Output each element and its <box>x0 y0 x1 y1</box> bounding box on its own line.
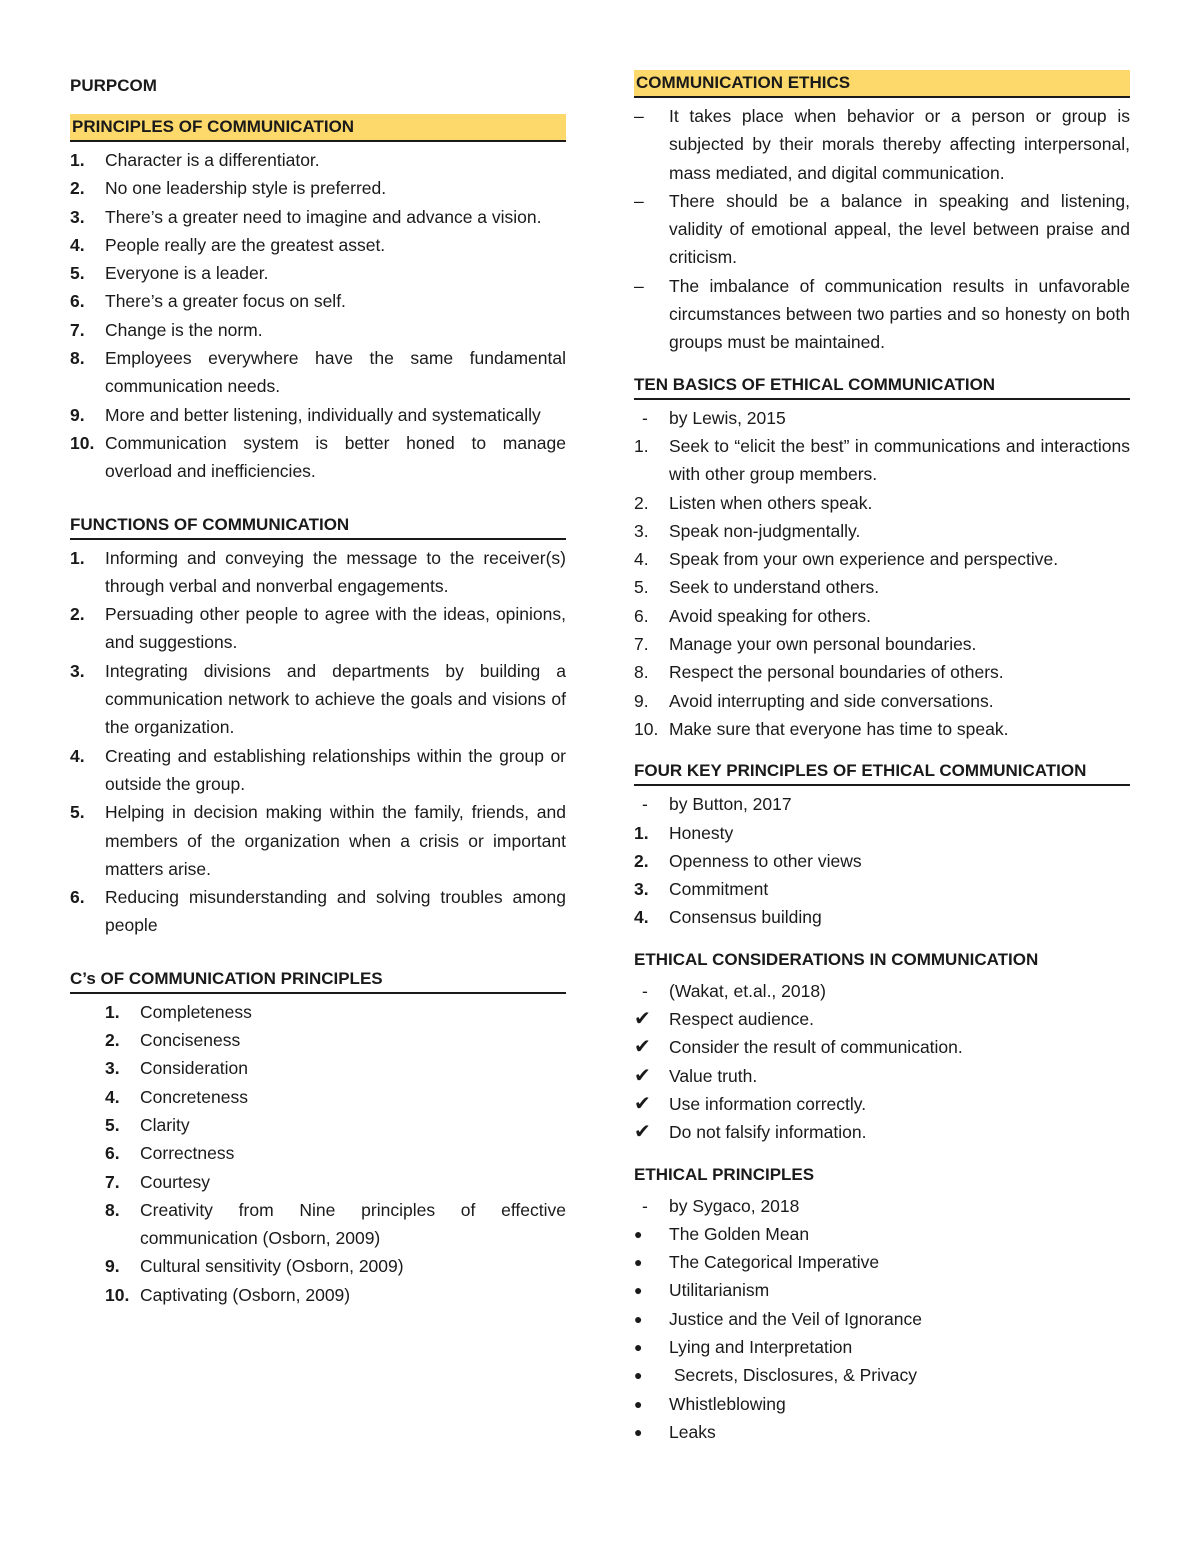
list-item: 3. There’s a greater need to imagine and advance a vision. <box>70 206 542 227</box>
list-item: ✔ Respect audience. <box>634 1005 1130 1033</box>
list-item: – The imbalance of communication results in unfavorable circumstances between two parties and so honesty on both groups must be maintained. <box>634 272 1130 357</box>
checkmark-icon: ✔ <box>634 1008 651 1031</box>
list-item: 5. Seek to understand others. <box>634 577 880 598</box>
list-item: 7. Manage your own personal boundaries. <box>634 634 977 655</box>
list-item: 6. Correctness <box>105 1143 235 1164</box>
cs-list <box>70 998 566 1309</box>
list-item: ● Leaks <box>634 1418 1130 1446</box>
bullet-icon: ● <box>634 1310 643 1327</box>
list-item: – It takes place when behavior or a person or group is subjected by their morals thereby affecting interpersonal, mass mediated, and digital communication. <box>634 102 1130 187</box>
list-item: 9. Cultural sensitivity (Osborn, 2009) <box>105 1256 404 1277</box>
document-title: PURPCOM <box>70 76 157 95</box>
principles-heading: PRINCIPLES OF COMMUNICATION <box>70 114 566 142</box>
ethical-principles-list <box>634 1220 1130 1446</box>
list-item: 7. Courtesy <box>105 1171 211 1192</box>
list-item: 6. There’s a greater focus on self. <box>70 291 346 312</box>
list-item: 2. Conciseness <box>105 1030 241 1051</box>
list-item: ✔ Value truth. <box>634 1062 1130 1090</box>
functions-heading: FUNCTIONS OF COMMUNICATION <box>70 512 566 540</box>
list-item: – There should be a balance in speaking and listening, validity of emotional appeal, the level between praise and criticism. <box>634 187 1130 272</box>
list-item: 9. Avoid interrupting and side conversations. <box>634 690 994 711</box>
list-item: 3. Consideration <box>105 1058 248 1079</box>
four-key-list <box>634 819 1130 932</box>
bullet-icon: ● <box>634 1395 643 1412</box>
list-item: 10. Communication system is better honed to manage overload and inefficiencies. <box>70 432 566 482</box>
checkmark-icon: ✔ <box>634 1121 651 1144</box>
list-item: ✔ Use information correctly. <box>634 1090 1130 1118</box>
list-item: ● Lying and Interpretation <box>634 1333 1130 1361</box>
list-item: 3. Integrating divisions and departments by building a communication network to achieve the goals and visions of the organization. <box>70 660 566 738</box>
bullet-icon: ● <box>634 1225 643 1242</box>
list-item: ● Secrets, Disclosures, & Privacy <box>634 1361 1130 1389</box>
list-item: 2. Openness to other views <box>634 850 862 871</box>
ten-basics-heading: TEN BASICS OF ETHICAL COMMUNICATION <box>634 372 1130 400</box>
list-item: 8. Creativity from Nine principles of effective communication (Osborn, 2009) <box>105 1199 566 1249</box>
list-item: 3. Speak non-judgmentally. <box>634 520 861 541</box>
list-item: 1. Seek to “elicit the best” in communications and interactions with other group members. <box>634 435 1130 485</box>
list-item: ● Whistleblowing <box>634 1390 1130 1418</box>
list-item: 10. Captivating (Osborn, 2009) <box>105 1284 351 1305</box>
list-item: 3. Commitment <box>634 879 769 900</box>
list-item: 4. Speak from your own experience and perspective. <box>634 549 1059 570</box>
ethics-list <box>634 102 1130 357</box>
byline: - by Button, 2017 <box>642 794 792 815</box>
principles-list <box>70 146 566 486</box>
list-item: 2. Listen when others speak. <box>634 492 873 513</box>
list-item: 10. Make sure that everyone has time to speak. <box>634 718 1009 739</box>
bullet-icon: ● <box>634 1338 643 1355</box>
checkmark-icon: ✔ <box>634 1036 651 1059</box>
bullet-icon: ● <box>634 1282 643 1299</box>
byline: - by Sygaco, 2018 <box>642 1195 800 1216</box>
dash-icon: – <box>634 106 644 126</box>
byline: - (Wakat, et.al., 2018) <box>642 980 826 1001</box>
list-item: 4. Consensus building <box>634 907 822 928</box>
list-item: ✔ Do not falsify information. <box>634 1118 1130 1146</box>
list-item: 8. Employees everywhere have the same fundamental communication needs. <box>70 348 566 397</box>
dash-icon: – <box>634 190 644 211</box>
list-item: 1. Informing and conveying the message to the receiver(s) through verbal and nonverbal engagements. <box>70 547 566 596</box>
cs-heading: C’s OF COMMUNICATION PRINCIPLES <box>70 966 566 994</box>
list-item: 4. People really are the greatest asset. <box>70 234 386 255</box>
list-item: ● Utilitarianism <box>634 1276 1130 1304</box>
list-item: 7. Change is the norm. <box>70 319 263 340</box>
checkmark-icon: ✔ <box>634 1092 651 1115</box>
list-item: ● The Golden Mean <box>634 1220 1130 1248</box>
list-item: ● The Categorical Imperative <box>634 1248 1130 1276</box>
bullet-icon: ● <box>634 1367 643 1384</box>
list-item: 6. Reducing misunderstanding and solving troubles among people <box>70 887 566 936</box>
byline: - by Lewis, 2015 <box>642 407 786 428</box>
considerations-list <box>634 1005 1130 1146</box>
left-column <box>70 70 566 1309</box>
list-item: ✔ Consider the result of communication. <box>634 1033 1130 1061</box>
list-item: 5. Clarity <box>105 1114 190 1135</box>
list-item: 2. No one leadership style is preferred. <box>70 178 387 199</box>
list-item: ● Justice and the Veil of Ignorance <box>634 1305 1130 1333</box>
considerations-heading: ETHICAL CONSIDERATIONS IN COMMUNICATION <box>634 949 1039 969</box>
bullet-icon: ● <box>634 1423 643 1440</box>
list-item: 5. Helping in decision making within the family, friends, and members of the organization when a crisis or important matters arise. <box>70 802 566 879</box>
right-column <box>634 70 1130 1446</box>
checkmark-icon: ✔ <box>634 1064 651 1087</box>
ethical-principles-heading: ETHICAL PRINCIPLES <box>634 1164 815 1184</box>
four-key-heading: FOUR KEY PRINCIPLES OF ETHICAL COMMUNICATION <box>634 758 1130 786</box>
functions-list <box>70 544 566 940</box>
list-item: 4. Creating and establishing relationships within the group or outside the group. <box>70 745 566 794</box>
list-item: 4. Concreteness <box>105 1086 248 1107</box>
list-item: 2. Persuading other people to agree with the ideas, opinions, and suggestions. <box>70 604 566 653</box>
list-item: 1. Character is a differentiator. <box>70 150 320 170</box>
dash-icon: – <box>634 275 644 296</box>
list-item: 6. Avoid speaking for others. <box>634 605 872 626</box>
list-item: 8. Respect the personal boundaries of others. <box>634 662 1004 683</box>
list-item: 5. Everyone is a leader. <box>70 263 269 284</box>
list-item: 1. Honesty <box>634 822 734 843</box>
list-item: 1. Completeness <box>105 1001 252 1022</box>
list-item: 9. More and better listening, individually and systematically <box>70 404 541 425</box>
ethics-heading: COMMUNICATION ETHICS <box>634 70 1130 98</box>
bullet-icon: ● <box>634 1254 643 1271</box>
ten-basics-list <box>634 432 1130 743</box>
